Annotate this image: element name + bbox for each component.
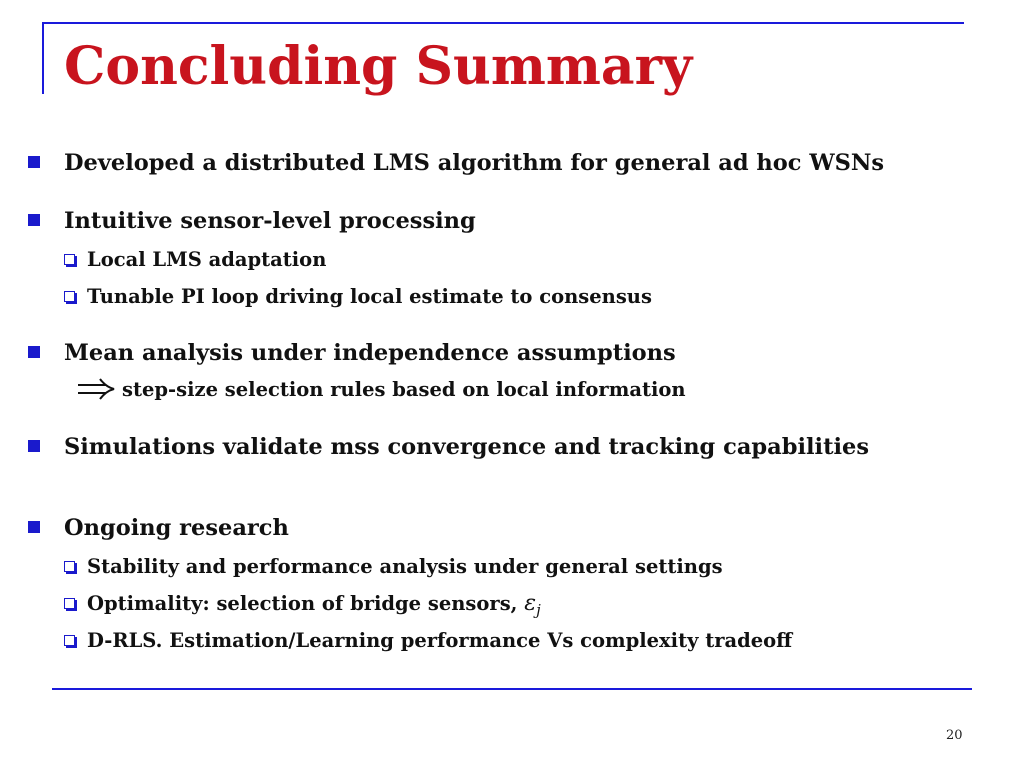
page-number: 20 [946, 728, 963, 743]
bullet-1-text: Developed a distributed LMS algorithm for general ad hoc WSNs [64, 150, 885, 176]
bullet-2-sub-1 [64, 247, 326, 273]
left-frame-line [42, 22, 44, 94]
bullet-2-text: Intuitive sensor-level processing [64, 208, 476, 234]
shadowed-box-icon [64, 561, 75, 572]
bullet-3-implication [64, 377, 686, 403]
bullet-3-text: Mean analysis under independence assumptions [64, 340, 676, 366]
filled-square-icon [28, 440, 40, 452]
implies-arrow-icon [76, 377, 116, 401]
bullet-2-sub-2-text: Tunable PI loop driving local estimate to consensus [87, 285, 652, 308]
filled-square-icon [28, 521, 40, 533]
bullet-5-sub-2-text: Optimality: selection of bridge sensors, [87, 592, 518, 615]
epsilon-symbol: ε [524, 591, 537, 616]
slide-title: Concluding Summary [64, 36, 693, 97]
bullet-5-sub-1-text: Stability and performance analysis under general settings [87, 555, 723, 578]
bullet-5 [28, 513, 289, 543]
bullet-3-implication-text: step-size selection rules based on local information [122, 378, 686, 401]
shadowed-box-icon [64, 254, 75, 265]
bullet-2 [28, 206, 476, 236]
filled-square-icon [28, 214, 40, 226]
bullet-5-sub-3-text: D-RLS. Estimation/Learning performance Vs complexity tradeoff [87, 629, 793, 652]
bullet-5-sub-1 [64, 554, 723, 580]
bullet-5-text: Ongoing research [64, 515, 289, 541]
filled-square-icon [28, 346, 40, 358]
bullet-4-text: Simulations validate mss convergence and tracking capabilities [64, 434, 870, 460]
shadowed-box-icon [64, 635, 75, 646]
bottom-rule [52, 688, 972, 690]
bullet-2-sub-1-text: Local LMS adaptation [87, 248, 327, 271]
bullet-2-sub-2 [64, 284, 652, 310]
bullet-5-sub-2 [64, 591, 541, 617]
bullet-1 [28, 148, 884, 178]
bullet-4 [28, 432, 869, 462]
shadowed-box-icon [64, 598, 75, 609]
top-frame-line [42, 22, 964, 24]
epsilon-subscript: j [536, 601, 541, 619]
epsilon-j-symbol [524, 591, 541, 619]
bullet-3 [28, 338, 676, 368]
shadowed-box-icon [64, 291, 75, 302]
filled-square-icon [28, 156, 40, 168]
bullet-5-sub-3 [64, 628, 792, 654]
